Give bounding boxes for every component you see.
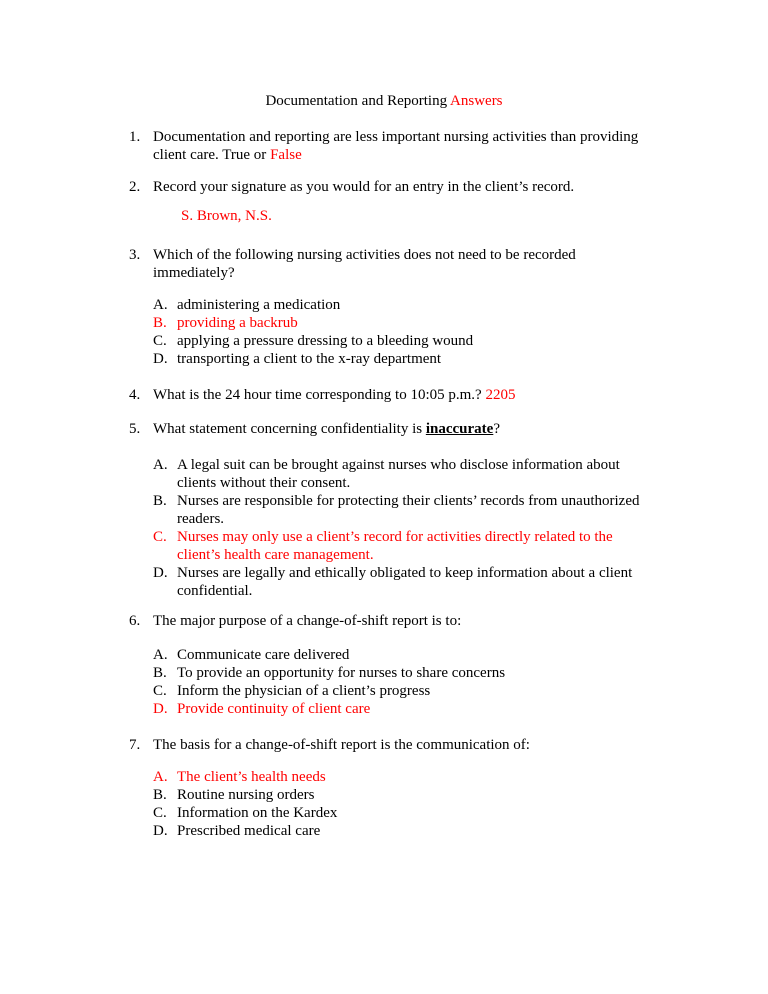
question-number: 6. — [129, 613, 141, 629]
question-3 — [129, 246, 649, 282]
question-4-text: What is the 24 hour time corresponding to 10:05 p.m.? — [153, 387, 486, 403]
option-text: The client’s health needs — [177, 769, 326, 785]
option-text: Nurses are responsible for protecting their clients’ records from unauthorized readers. — [177, 493, 640, 527]
option-b — [153, 492, 653, 528]
option-b — [153, 664, 653, 682]
option-text: Prescribed medical care — [177, 823, 321, 839]
option-letter: A. — [153, 647, 168, 663]
question-1 — [129, 128, 649, 164]
question-4 — [129, 386, 649, 404]
option-letter: B. — [153, 315, 167, 331]
page-title — [0, 92, 768, 110]
emphasis-word: inaccurate — [425, 421, 494, 437]
option-letter: B. — [153, 665, 167, 681]
option-a — [153, 646, 653, 664]
answer-text: 2205 — [485, 387, 516, 403]
option-b — [153, 786, 653, 804]
option-letter: A. — [153, 297, 168, 313]
option-text: Information on the Kardex — [177, 805, 338, 821]
question-2 — [129, 178, 649, 196]
option-text: applying a pressure dressing to a bleeding wound — [177, 333, 474, 349]
option-text: Provide continuity of client care — [177, 701, 371, 717]
option-letter: C. — [153, 529, 167, 545]
question-1-text: Documentation and reporting are less important nursing activities than providing client care. True or — [153, 129, 639, 163]
question-number: 5. — [129, 421, 141, 437]
option-text: To provide an opportunity for nurses to share concerns — [177, 665, 506, 681]
question-text — [153, 386, 649, 404]
option-c — [153, 682, 653, 700]
option-text: Nurses are legally and ethically obligated to keep information about a client confidential. — [177, 565, 633, 599]
option-d-correct — [153, 700, 653, 718]
question-number: 3. — [129, 247, 141, 263]
answer-text: False — [270, 147, 302, 163]
option-letter: D. — [153, 351, 168, 367]
option-text: Nurses may only use a client’s record for activities directly related to the client’s health care management. — [177, 529, 613, 563]
question-5-text-after: ? — [493, 421, 500, 437]
title-answers: Answers — [450, 93, 503, 109]
option-c — [153, 804, 653, 822]
option-letter: A. — [153, 457, 168, 473]
option-c — [153, 332, 653, 350]
option-a — [153, 296, 653, 314]
option-d — [153, 822, 653, 840]
option-letter: B. — [153, 493, 167, 509]
option-c-correct — [153, 528, 653, 564]
option-text: Communicate care delivered — [177, 647, 350, 663]
question-7-options — [153, 768, 653, 840]
option-letter: C. — [153, 333, 167, 349]
option-d — [153, 350, 653, 368]
question-5-text-before: What statement concerning confidentiality is — [153, 421, 426, 437]
option-letter: C. — [153, 805, 167, 821]
option-letter: D. — [153, 701, 168, 717]
option-letter: A. — [153, 769, 168, 785]
question-text — [153, 420, 649, 438]
option-letter: D. — [153, 823, 168, 839]
question-5 — [129, 420, 649, 438]
option-text: providing a backrub — [177, 315, 298, 331]
option-letter: D. — [153, 565, 168, 581]
option-text: Routine nursing orders — [177, 787, 315, 803]
question-3-options — [153, 296, 653, 368]
question-6 — [129, 612, 649, 630]
question-text — [153, 128, 649, 164]
option-text: Inform the physician of a client’s progress — [177, 683, 431, 699]
question-text: The basis for a change-of-shift report is the communication of: — [153, 737, 530, 753]
question-5-options — [153, 456, 653, 600]
option-b-correct — [153, 314, 653, 332]
question-number: 7. — [129, 737, 141, 753]
question-text: Record your signature as you would for an entry in the client’s record. — [153, 179, 575, 195]
question-number: 4. — [129, 387, 141, 403]
question-number: 2. — [129, 179, 141, 195]
question-text: The major purpose of a change-of-shift report is to: — [153, 613, 462, 629]
question-number: 1. — [129, 129, 141, 145]
option-letter: C. — [153, 683, 167, 699]
option-text: administering a medication — [177, 297, 341, 313]
question-7 — [129, 736, 649, 754]
signature-answer: S. Brown, N.S. — [181, 208, 272, 224]
question-text: Which of the following nursing activities does not need to be recorded immediately? — [153, 247, 576, 281]
title-main: Documentation and Reporting — [265, 93, 448, 109]
question-6-options — [153, 646, 653, 718]
option-d — [153, 564, 653, 600]
option-a-correct — [153, 768, 653, 786]
option-text: A legal suit can be brought against nurses who disclose information about clients without their consent. — [177, 457, 620, 491]
option-a — [153, 456, 653, 492]
option-letter: B. — [153, 787, 167, 803]
option-text: transporting a client to the x-ray department — [177, 351, 442, 367]
